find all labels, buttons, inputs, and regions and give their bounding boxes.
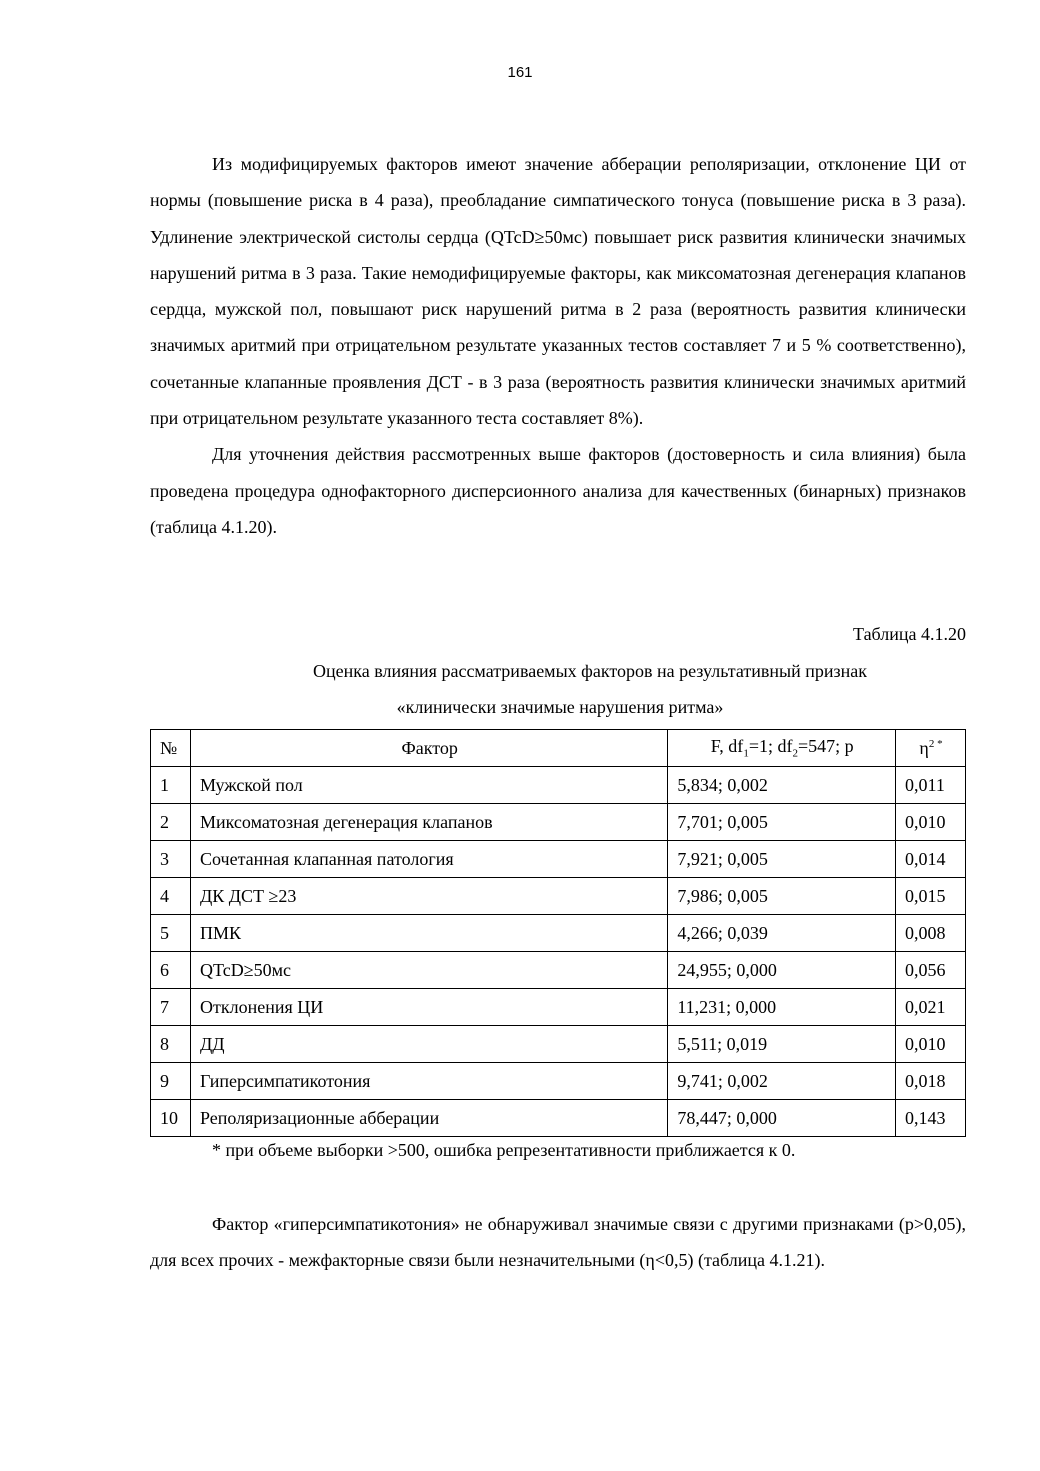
cell-stat: 9,741; 0,002 bbox=[668, 1063, 896, 1100]
table-title-line-2: «клинически значимые нарушения ритма» bbox=[396, 697, 724, 717]
cell-eta: 0,010 bbox=[896, 804, 966, 841]
cell-factor: Сочетанная клапанная патология bbox=[190, 841, 667, 878]
table-footnote: * при объеме выборки >500, ошибка репрезентативности приближается к 0. bbox=[212, 1140, 796, 1160]
cell-num: 2 bbox=[151, 804, 191, 841]
table-title-line-1: Оценка влияния рассматриваемых факторов на результативный признак bbox=[313, 661, 867, 681]
cell-stat: 7,921; 0,005 bbox=[668, 841, 896, 878]
cell-eta: 0,015 bbox=[896, 878, 966, 915]
table-row bbox=[151, 767, 966, 804]
cell-factor: Гиперсимпатикотония bbox=[190, 1063, 667, 1100]
table-row bbox=[151, 1100, 966, 1137]
cell-stat: 7,986; 0,005 bbox=[668, 878, 896, 915]
cell-stat: 5,511; 0,019 bbox=[668, 1026, 896, 1063]
cell-stat: 78,447; 0,000 bbox=[668, 1100, 896, 1137]
cell-eta: 0,018 bbox=[896, 1063, 966, 1100]
cell-factor: Отклонения ЦИ bbox=[190, 989, 667, 1026]
cell-factor: Реполяризационные абберации bbox=[190, 1100, 667, 1137]
cell-num: 6 bbox=[151, 952, 191, 989]
cell-num: 10 bbox=[151, 1100, 191, 1137]
page-number: 161 bbox=[507, 64, 533, 81]
cell-factor: Мужской пол bbox=[190, 767, 667, 804]
table-row bbox=[151, 841, 966, 878]
cell-factor: ДК ДСТ ≥23 bbox=[190, 878, 667, 915]
cell-stat: 24,955; 0,000 bbox=[668, 952, 896, 989]
body-text-top bbox=[150, 146, 966, 545]
cell-eta: 0,008 bbox=[896, 915, 966, 952]
cell-factor: Миксоматозная дегенерация клапанов bbox=[190, 804, 667, 841]
header-eta: $\eta^{2 *}$ bbox=[896, 730, 966, 767]
cell-num: 4 bbox=[151, 878, 191, 915]
table-row bbox=[151, 878, 966, 915]
cell-eta: 0,143 bbox=[896, 1100, 966, 1137]
cell-stat: 7,701; 0,005 bbox=[668, 804, 896, 841]
cell-factor: ДД bbox=[190, 1026, 667, 1063]
cell-eta: 0,021 bbox=[896, 989, 966, 1026]
cell-stat: 5,834; 0,002 bbox=[668, 767, 896, 804]
cell-stat: 4,266; 0,039 bbox=[668, 915, 896, 952]
cell-eta: 0,010 bbox=[896, 1026, 966, 1063]
header-stat: F, $df_1=1$; $df_2=547$; p bbox=[668, 730, 896, 767]
header-factor: Фактор bbox=[190, 730, 667, 767]
cell-stat: 11,231; 0,000 bbox=[668, 989, 896, 1026]
table-row bbox=[151, 1063, 966, 1100]
cell-num: 1 bbox=[151, 767, 191, 804]
body-text-bottom bbox=[150, 1206, 966, 1279]
cell-factor: QTcD≥50мс bbox=[190, 952, 667, 989]
cell-num: 7 bbox=[151, 989, 191, 1026]
cell-num: 9 bbox=[151, 1063, 191, 1100]
cell-eta: 0,011 bbox=[896, 767, 966, 804]
table-row bbox=[151, 1026, 966, 1063]
header-num: № bbox=[151, 730, 191, 767]
cell-factor: ПМК bbox=[190, 915, 667, 952]
table-label: Таблица 4.1.20 bbox=[853, 624, 966, 644]
cell-eta: 0,014 bbox=[896, 841, 966, 878]
table-row bbox=[151, 989, 966, 1026]
cell-num: 3 bbox=[151, 841, 191, 878]
factor-table bbox=[150, 729, 966, 1137]
paragraph: Фактор «гиперсимпатикотония» не обнаруживал значимые связи с другими признаками (p>0,05), для всех прочих - межфакторные связи были незначительными (η<0,5) (таблица 4.1.21). bbox=[150, 1214, 966, 1271]
cell-num: 8 bbox=[151, 1026, 191, 1063]
table-row bbox=[151, 915, 966, 952]
table-row bbox=[151, 952, 966, 989]
paragraph: Для уточнения действия рассмотренных выше факторов (достоверность и сила влияния) была проведена процедура однофакторного дисперсионного анализа для качественных (бинарных) признаков (таблица 4.1.20). bbox=[150, 444, 966, 537]
table-header-row bbox=[151, 730, 966, 767]
cell-eta: 0,056 bbox=[896, 952, 966, 989]
table-row bbox=[151, 804, 966, 841]
cell-num: 5 bbox=[151, 915, 191, 952]
paragraph: Из модифицируемых факторов имеют значение абберации реполяризации, отклонение ЦИ от нормы (повышение риска в 4 раза), преобладание симпатического тонуса (повышение риска в 3 раза). Удлинение электрической систолы сердца (QTcD≥50мс) повышает риск развития клинически значимых нарушений ритма в 3 раза. Такие немодифицируемые факторы, как миксоматозная дегенерация клапанов сердца, мужской пол, повышают риск нарушений ритма в 2 раза (вероятность развития клинически значимых аритмий при отрицательном результате указанных тестов составляет 7 и 5 % соответственно), сочетанные клапанные проявления ДСТ - в 3 раза (вероятность развития клинически значимых аритмий при отрицательном результате указанного теста составляет 8%). bbox=[150, 154, 966, 429]
